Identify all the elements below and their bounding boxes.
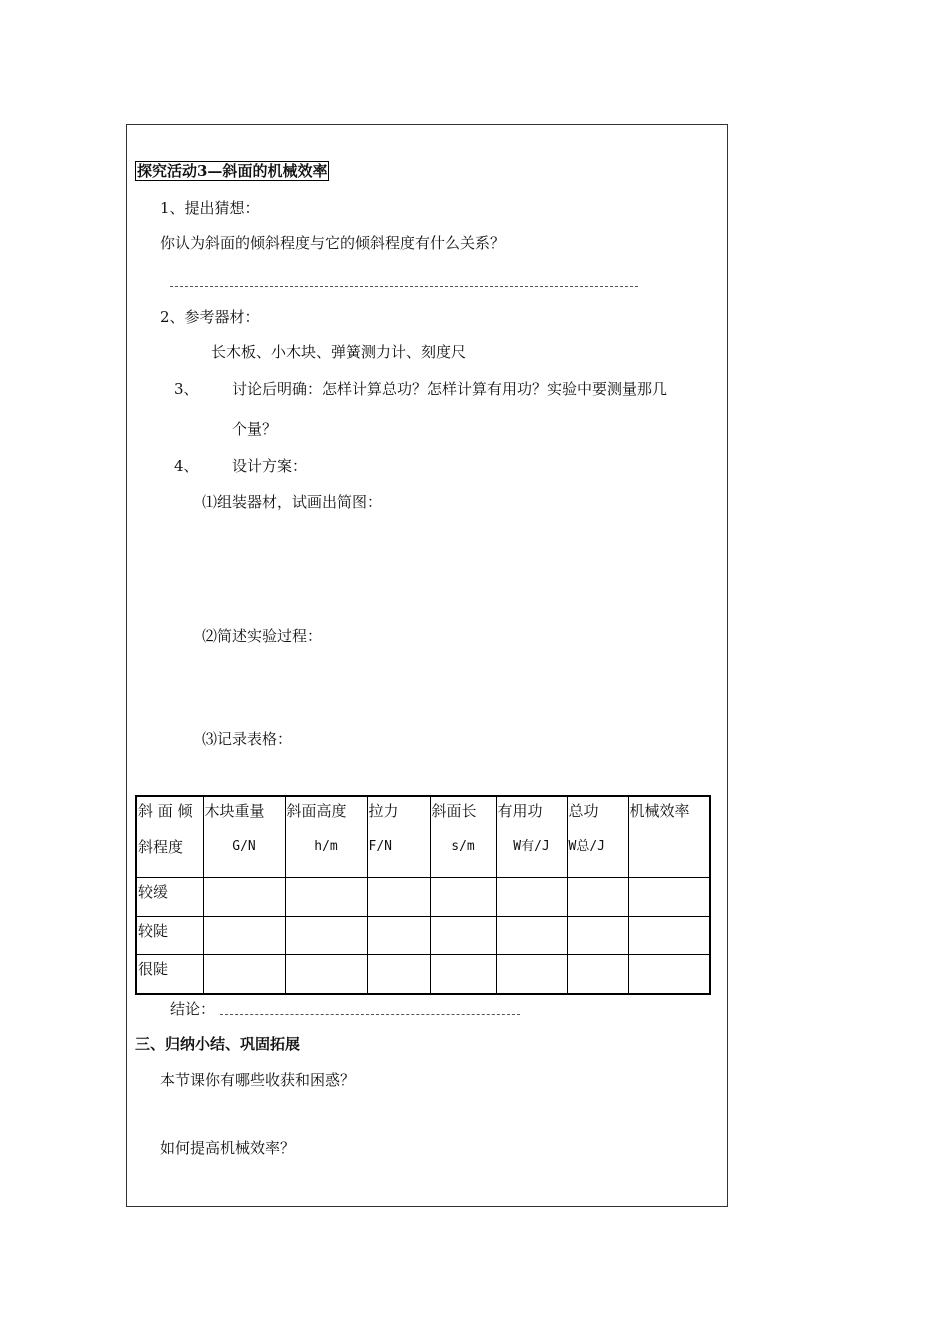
section3-question2: 如何提高机械效率？ [160, 1139, 296, 1157]
table-cell[interactable] [367, 955, 430, 994]
header-cell [367, 796, 430, 878]
substep-2: ⑵简述实验过程： [202, 627, 323, 645]
step4-label: 设计方案： [232, 457, 308, 475]
header-unit: W总/J [568, 839, 605, 854]
header-cell [136, 796, 203, 878]
header-unit: F/N [368, 839, 392, 854]
row-label: 较陡 [136, 916, 203, 955]
activity-title-text: 探究活动3—斜面的机械效率 [137, 162, 328, 180]
section3-question1: 本节课你有哪些收获和困惑？ [160, 1071, 356, 1089]
table-cell[interactable] [496, 916, 567, 955]
header-text: 总功 [568, 802, 599, 820]
table-cell[interactable] [203, 878, 285, 917]
table-cell[interactable] [285, 916, 367, 955]
header-text: 斜面高度 [286, 802, 347, 820]
step1-label: 1、提出猜想： [160, 199, 260, 217]
table-cell[interactable] [567, 916, 628, 955]
activity-title [135, 162, 329, 180]
header-text: 机械效率 [629, 802, 690, 820]
record-table [135, 795, 711, 995]
header-cell [430, 796, 496, 878]
header-text: 拉力 [368, 802, 399, 820]
table-cell[interactable] [367, 878, 430, 917]
header-unit: G/N [232, 839, 256, 854]
table-cell[interactable] [430, 916, 496, 955]
table-cell[interactable] [567, 878, 628, 917]
header-unit: h/m [314, 839, 338, 854]
substep-3: ⑶记录表格： [202, 730, 293, 748]
table-cell[interactable] [285, 878, 367, 917]
step1-question: 你认为斜面的倾斜程度与它的倾斜程度有什么关系？ [160, 234, 506, 252]
step3-line1: 讨论后明确：怎样计算总功？怎样计算有用功？实验中要测量那几 [232, 380, 668, 398]
conclusion-line [220, 1014, 520, 1015]
row-label: 较缓 [136, 878, 203, 917]
header-text: 有用功 [497, 802, 543, 820]
header-text: 木块重量 [204, 802, 265, 820]
answer-line-1 [170, 286, 638, 287]
table-cell[interactable] [203, 916, 285, 955]
header-cell [628, 796, 710, 878]
table-cell[interactable] [567, 955, 628, 994]
table-cell[interactable] [430, 955, 496, 994]
table-cell[interactable] [496, 955, 567, 994]
header-text: 斜 面 倾 [138, 802, 193, 820]
header-unit: W有/J [513, 839, 550, 854]
table-row [136, 916, 710, 955]
table-cell[interactable] [367, 916, 430, 955]
table-cell[interactable] [496, 878, 567, 917]
header-text: 斜面长 [431, 802, 477, 820]
header-cell [203, 796, 285, 878]
header-unit: s/m [451, 839, 475, 854]
step2-label: 2、参考器材： [160, 308, 260, 326]
section3-title: 三、归纳小结、巩固拓展 [135, 1035, 301, 1053]
header-cell [285, 796, 367, 878]
step3-number: 3、 [174, 380, 199, 398]
row-label: 很陡 [136, 955, 203, 994]
table-header-row [136, 796, 710, 878]
table-cell[interactable] [285, 955, 367, 994]
table-cell[interactable] [628, 955, 710, 994]
table-cell[interactable] [430, 878, 496, 917]
conclusion-label: 结论： [170, 1000, 216, 1018]
table-row [136, 955, 710, 994]
table-row [136, 878, 710, 917]
step4-number: 4、 [174, 457, 199, 475]
step2-items: 长木板、小木块、弹簧测力计、刻度尺 [211, 343, 467, 361]
table-cell[interactable] [203, 955, 285, 994]
header-cell [496, 796, 567, 878]
step3-line2: 个量？ [232, 420, 278, 438]
substep-1: ⑴组装器材，试画出简图： [202, 493, 383, 511]
header-cell [567, 796, 628, 878]
header-text: 斜程度 [138, 838, 184, 856]
table-cell[interactable] [628, 878, 710, 917]
table-cell[interactable] [628, 916, 710, 955]
